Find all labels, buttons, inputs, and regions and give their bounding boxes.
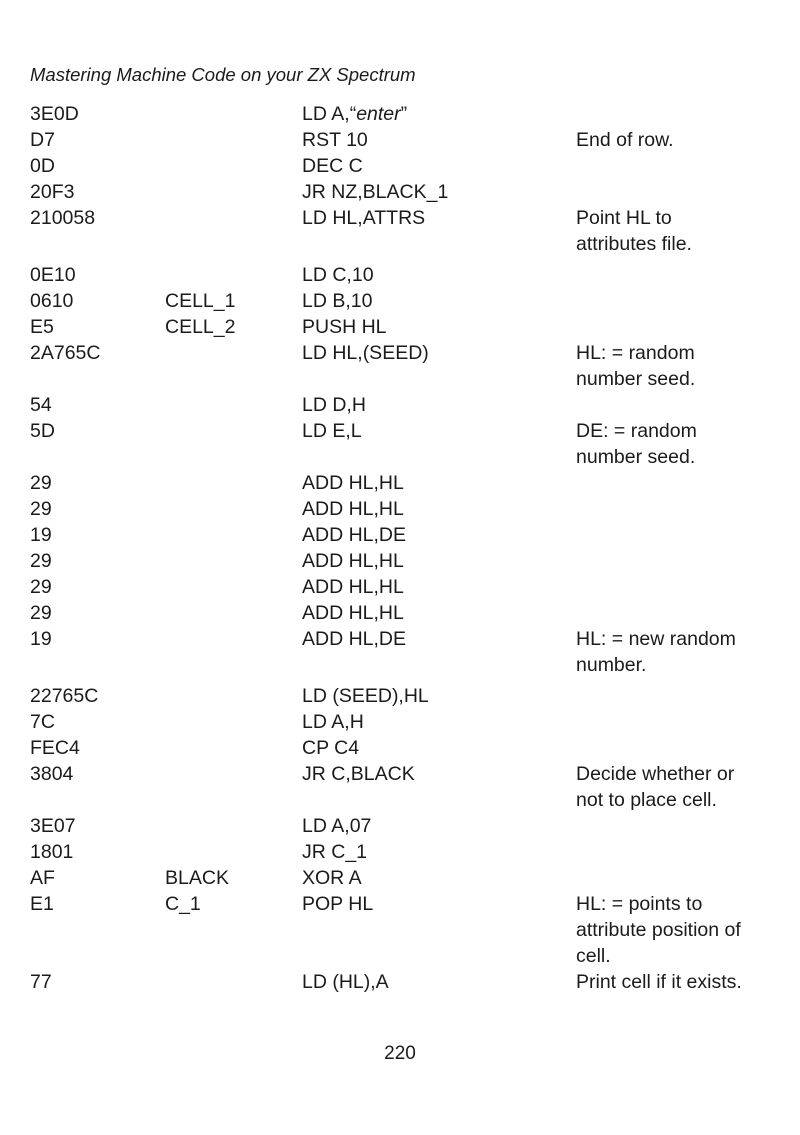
hex-bytes: 54 (30, 394, 52, 416)
code-row (0, 205, 800, 257)
instruction: JR C,BLACK (302, 763, 415, 785)
instruction-text: LD A,“ (302, 103, 357, 125)
code-row (0, 392, 800, 418)
code-row (0, 179, 800, 205)
instruction: ADD HL,HL (302, 498, 404, 520)
comment (576, 969, 786, 995)
code-row (0, 891, 800, 969)
hex-bytes: 19 (30, 628, 52, 650)
hex-bytes: 3E0D (30, 103, 79, 125)
instruction: JR NZ,BLACK_1 (302, 181, 449, 203)
comment (576, 761, 786, 813)
comment-line: Decide whether or (576, 763, 735, 785)
code-row (0, 496, 800, 522)
instruction: LD A,H (302, 711, 364, 733)
hex-bytes: 29 (30, 472, 52, 494)
instruction (302, 101, 407, 127)
comment-line: cell. (576, 945, 611, 967)
comment (576, 891, 786, 969)
hex-bytes: 29 (30, 550, 52, 572)
code-row (0, 574, 800, 600)
hex-bytes: 29 (30, 498, 52, 520)
hex-bytes: 3E07 (30, 815, 76, 837)
code-row (0, 470, 800, 496)
code-row (0, 262, 800, 288)
instruction: LD (SEED),HL (302, 685, 429, 707)
hex-bytes: 29 (30, 576, 52, 598)
instruction: DEC C (302, 155, 363, 177)
instruction: ADD HL,DE (302, 524, 407, 546)
instruction: PUSH HL (302, 316, 387, 338)
code-row (0, 626, 800, 678)
code-row (0, 683, 800, 709)
code-row (0, 839, 800, 865)
instruction: LD A,07 (302, 815, 372, 837)
instruction: POP HL (302, 893, 374, 915)
instruction-text: ” (400, 103, 408, 125)
comment-line: number. (576, 654, 647, 676)
instruction: ADD HL,HL (302, 550, 404, 572)
code-row (0, 969, 800, 995)
code-row (0, 865, 800, 891)
instruction: RST 10 (302, 129, 368, 151)
hex-bytes: 19 (30, 524, 52, 546)
instruction: LD B,10 (302, 290, 373, 312)
code-row (0, 418, 800, 470)
instruction: LD D,H (302, 394, 366, 416)
hex-bytes: 0D (30, 155, 55, 177)
hex-bytes: 20F3 (30, 181, 75, 203)
running-header: Mastering Machine Code on your ZX Spectrum (30, 64, 416, 85)
comment-line: DE: = random (576, 420, 697, 442)
comment (576, 340, 786, 392)
instruction: ADD HL,DE (302, 628, 407, 650)
code-row (0, 600, 800, 626)
comment-line: Point HL to (576, 207, 672, 229)
hex-bytes: E5 (30, 316, 54, 338)
instruction: ADD HL,HL (302, 472, 404, 494)
code-row (0, 735, 800, 761)
code-row (0, 522, 800, 548)
hex-bytes: 210058 (30, 207, 96, 229)
comment-line: attributes file. (576, 233, 692, 255)
code-row (0, 314, 800, 340)
comment (576, 626, 786, 678)
code-listing (0, 101, 800, 995)
instruction: ADD HL,HL (302, 602, 404, 624)
code-row (0, 813, 800, 839)
code-row (0, 761, 800, 813)
label: CELL_1 (165, 290, 236, 312)
hex-bytes: 77 (30, 971, 52, 993)
hex-bytes: AF (30, 867, 55, 889)
comment (576, 418, 786, 470)
comment-line: number seed. (576, 446, 696, 468)
hex-bytes: 5D (30, 420, 55, 442)
label: C_1 (165, 893, 201, 915)
comment-line: not to place cell. (576, 789, 717, 811)
instruction: CP C4 (302, 737, 360, 759)
comment-line: End of row. (576, 129, 674, 151)
instruction-operand-italic: enter (356, 103, 401, 125)
hex-bytes: 2A765C (30, 342, 101, 364)
label: BLACK (165, 867, 229, 889)
comment-line: HL: = new random (576, 628, 736, 650)
hex-bytes: 29 (30, 602, 52, 624)
comment (576, 205, 786, 257)
code-row (0, 709, 800, 735)
instruction: LD C,10 (302, 264, 374, 286)
code-row (0, 101, 800, 127)
hex-bytes: 22765C (30, 685, 99, 707)
hex-bytes: 0E10 (30, 264, 76, 286)
code-row (0, 153, 800, 179)
instruction: LD E,L (302, 420, 362, 442)
instruction: JR C_1 (302, 841, 368, 863)
instruction: ADD HL,HL (302, 576, 404, 598)
instruction: LD HL,(SEED) (302, 342, 429, 364)
comment-line: HL: = random (576, 342, 695, 364)
hex-bytes: 1801 (30, 841, 74, 863)
hex-bytes: 3804 (30, 763, 74, 785)
comment-line: number seed. (576, 368, 696, 390)
hex-bytes: D7 (30, 129, 55, 151)
page-number: 220 (384, 1043, 416, 1064)
instruction: LD HL,ATTRS (302, 207, 426, 229)
code-row (0, 548, 800, 574)
comment-line: Print cell if it exists. (576, 971, 742, 993)
comment (576, 127, 786, 153)
comment-line: HL: = points to (576, 893, 703, 915)
instruction: LD (HL),A (302, 971, 389, 993)
instruction: XOR A (302, 867, 362, 889)
code-row (0, 127, 800, 153)
code-row (0, 340, 800, 392)
hex-bytes: 7C (30, 711, 55, 733)
hex-bytes: 0610 (30, 290, 74, 312)
label: CELL_2 (165, 316, 236, 338)
hex-bytes: E1 (30, 893, 54, 915)
hex-bytes: FEC4 (30, 737, 80, 759)
code-row (0, 288, 800, 314)
comment-line: attribute position of (576, 919, 741, 941)
